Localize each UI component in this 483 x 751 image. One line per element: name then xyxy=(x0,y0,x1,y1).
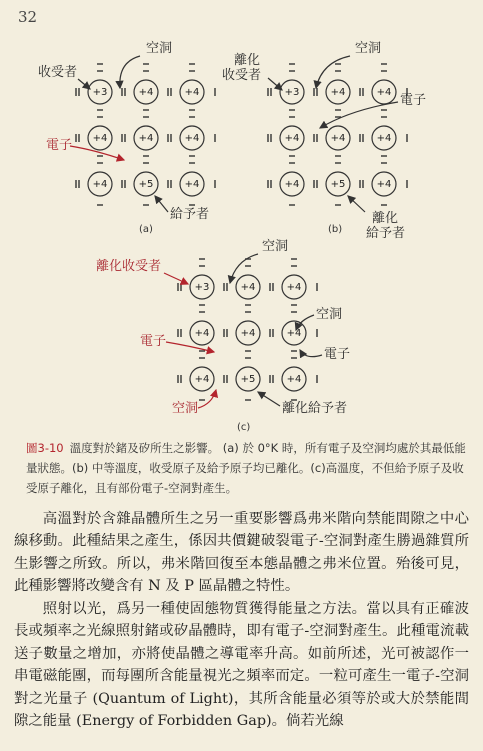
atom-charge: +4 xyxy=(184,87,200,98)
a-donor-label: 給予者 xyxy=(170,207,210,222)
c-ion-donor-label: 離化給予者 xyxy=(282,401,348,416)
c-electron-right-label: 電子 xyxy=(324,347,351,362)
c-hole-top-arrow xyxy=(230,254,258,283)
figure-caption xyxy=(26,438,466,498)
atom-charge: +4 xyxy=(286,282,302,293)
atom-charge: +4 xyxy=(92,133,108,144)
b-ion-acceptor-label: 離化 收受者 xyxy=(222,53,262,83)
a-hole-label: 空洞 xyxy=(146,41,173,56)
c-electron-left-label: 電子 xyxy=(140,334,167,349)
atom-charge: +3 xyxy=(92,87,108,98)
caption-text: 溫度對於鍺及矽所生之影響。 (a) 於 0°K 時，所有電子及空洞均處於其最低能量狀態。(b) 中等溫度，收受原子及給予原子均已離化。(c)高溫度，不但給予原子及收受原子離化，且有部份電子-空洞對產生。 xyxy=(26,441,466,495)
atom-charge: +4 xyxy=(194,374,210,385)
b-sub-label: (b) xyxy=(328,224,343,235)
c-hole-top-label: 空洞 xyxy=(262,239,289,254)
atom-charge: +4 xyxy=(138,87,154,98)
c-hole-left-arrow xyxy=(198,390,216,408)
paragraph-1: 高溫對於含雜晶體所生之另一重要影響爲弗米階向禁能間隙之中心線移動。此種結果之產生，係因共價鍵破裂電子-空洞對產生勝過雜質所生影響之所致。所以，弗米階回復至本態晶體之弗米位置。殆後可見，此種影響將改變含有 N 及 P 區晶體之特性。 xyxy=(14,511,469,595)
atom-charge: +4 xyxy=(92,179,108,190)
c-hole-right-label: 空洞 xyxy=(316,307,343,322)
c-ion-acceptor-arrow xyxy=(164,273,188,284)
atom-charge: +4 xyxy=(138,133,154,144)
atom-charge: +3 xyxy=(284,87,300,98)
lattice-b xyxy=(268,64,407,205)
atom-charge: +4 xyxy=(330,87,346,98)
atom-charge: +4 xyxy=(184,179,200,190)
b-hole-label: 空洞 xyxy=(355,41,382,56)
atom-charge: +4 xyxy=(184,133,200,144)
atom-charge: +4 xyxy=(194,328,210,339)
a-electron-label: 電子 xyxy=(46,138,73,153)
b-electron-arrow xyxy=(320,102,398,128)
page-number: 32 xyxy=(18,8,38,26)
atom-charge: +4 xyxy=(286,374,302,385)
c-sub-label: (c) xyxy=(237,422,251,433)
atom-charge: +4 xyxy=(240,328,256,339)
b-ion-acceptor-arrow xyxy=(268,78,282,90)
atom-charge: +4 xyxy=(376,87,392,98)
atom-charge: +5 xyxy=(330,179,346,190)
c-ion-donor-arrow xyxy=(258,392,280,406)
paragraph-2: 照射以光，爲另一種使固態物質獲得能量之方法。當以具有正確波長或頻率之光線照射鍺或矽晶體時，即有電子-空洞對產生。此種電流載送子數量之增加，亦將使晶體之導電率升高。如前所述，光可被認作一串電磁能團，而每團所含能量視光之頻率而定。一粒可產生一電子-空洞對之光量子 (Quantum of Light)，其所含能量必須等於或大於禁能間隙之能量 (Energy of Forbidden Gap)。倘若光線 xyxy=(14,601,469,730)
c-electron-right-arrow xyxy=(300,350,322,357)
atom-charge: +5 xyxy=(240,374,256,385)
atom-charge: +4 xyxy=(284,133,300,144)
figure-number: 圖3-10 xyxy=(26,441,64,455)
a-acceptor-label: 收受者 xyxy=(38,65,78,80)
a-donor-arrow xyxy=(155,196,168,212)
a-electron-arrow xyxy=(70,146,124,160)
atom-charge: +4 xyxy=(284,179,300,190)
atom-charge: +5 xyxy=(138,179,154,190)
c-ion-acceptor-label: 離化收受者 xyxy=(96,259,162,274)
b-hole-arrow xyxy=(316,56,350,88)
c-hole-left-label: 空洞 xyxy=(172,401,199,416)
atom-charge: +4 xyxy=(240,282,256,293)
b-ion-donor-arrow xyxy=(348,196,365,212)
a-sub-label: (a) xyxy=(139,224,153,235)
a-hole-arrow xyxy=(120,56,140,88)
b-ion-donor-label: 離化 給予者 xyxy=(366,211,406,241)
atom-charge: +4 xyxy=(376,133,392,144)
atom-charge: +4 xyxy=(376,179,392,190)
a-acceptor-arrow xyxy=(78,79,90,89)
lattice-a xyxy=(76,64,215,205)
atom-charge: +4 xyxy=(286,328,302,339)
atom-charge: +3 xyxy=(194,282,210,293)
atom-charge: +4 xyxy=(330,133,346,144)
b-electron-label: 電子 xyxy=(400,93,427,108)
